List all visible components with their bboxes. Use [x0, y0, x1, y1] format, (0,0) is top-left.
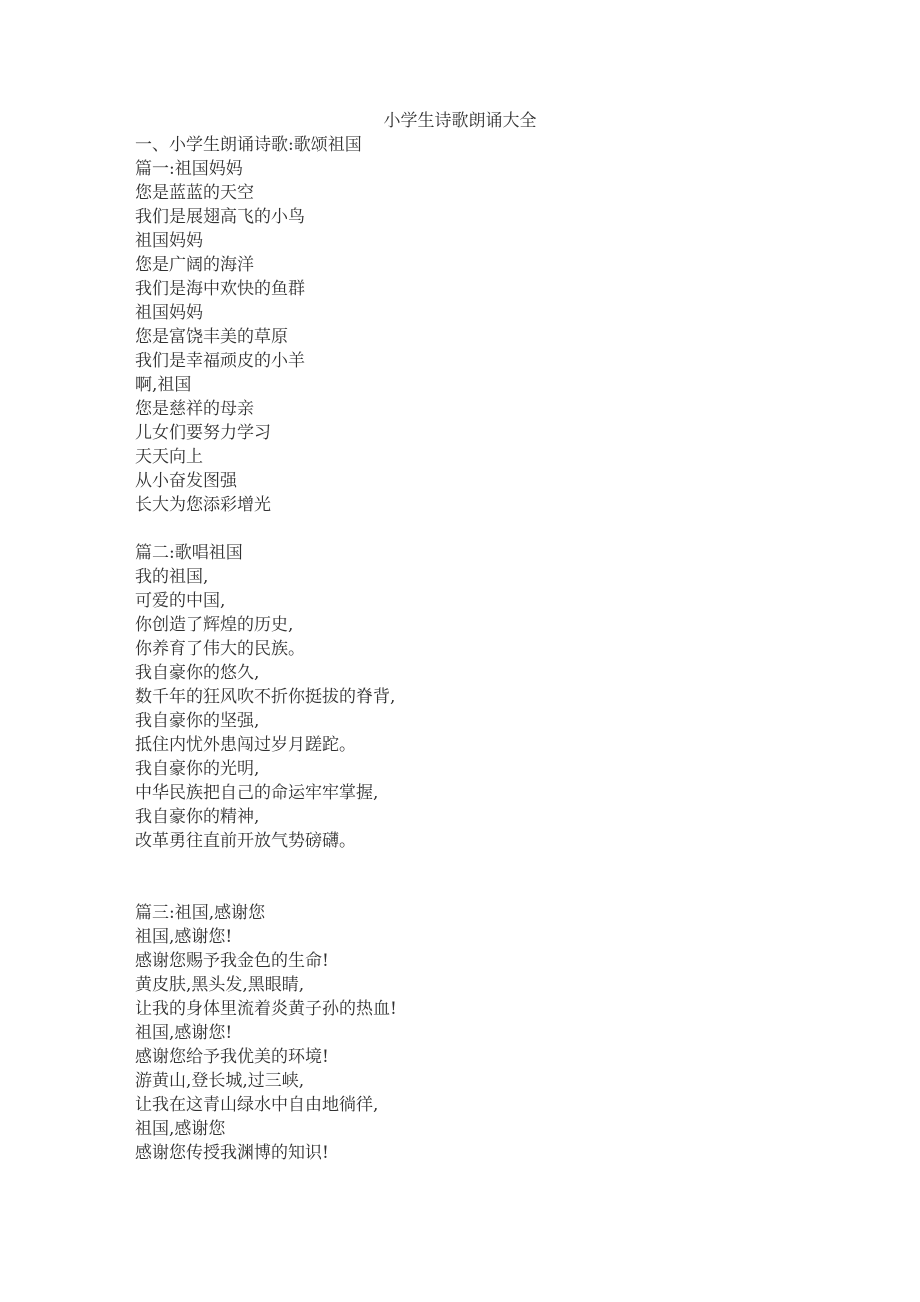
poem-line: 我们是展翅高飞的小鸟 — [135, 207, 305, 227]
section-heading: 一、小学生朗诵诗歌:歌颂祖国 — [135, 135, 362, 155]
poem-line: 儿女们要努力学习 — [135, 423, 271, 443]
poem-line: 您是慈祥的母亲 — [135, 399, 254, 419]
poem-line: 您是富饶丰美的草原 — [135, 327, 288, 347]
blank-line — [135, 877, 785, 901]
poem-line: 感谢您传授我渊博的知识! — [135, 1143, 329, 1163]
poem-line: 您是蓝蓝的天空 — [135, 183, 254, 203]
poem-line: 祖国,感谢您 — [135, 1119, 226, 1139]
poem-line: 让我的身体里流着炎黄子孙的热血! — [135, 999, 397, 1019]
poem-line: 我们是幸福顽皮的小羊 — [135, 351, 305, 371]
poem-line: 我们是海中欢快的鱼群 — [135, 279, 305, 299]
poem-line: 感谢您给予我优美的环境! — [135, 1047, 329, 1067]
poem-heading: 篇一:祖国妈妈 — [135, 159, 243, 179]
poem-line: 黄皮肤,黑头发,黑眼睛, — [135, 975, 305, 995]
poem-heading: 篇三:祖国,感谢您 — [135, 903, 266, 923]
poem-line: 游黄山,登长城,过三峡, — [135, 1071, 305, 1091]
poem-line: 祖国妈妈 — [135, 303, 203, 323]
poem-line: 长大为您添彩增光 — [135, 495, 271, 515]
poem-line: 天天向上 — [135, 447, 203, 467]
poems-container — [135, 157, 785, 1165]
poem-line: 你创造了辉煌的历史, — [135, 615, 294, 635]
poem-line: 您是广阔的海洋 — [135, 255, 254, 275]
poem-line: 祖国妈妈 — [135, 231, 203, 251]
poem-line: 我自豪你的坚强, — [135, 711, 260, 731]
poem-line: 我自豪你的精神, — [135, 807, 260, 827]
poem-line: 祖国,感谢您! — [135, 1023, 233, 1043]
poem-line: 让我在这青山绿水中自由地徜徉, — [135, 1095, 379, 1115]
poem-line: 感谢您赐予我金色的生命! — [135, 951, 329, 971]
poem-line: 我的祖国, — [135, 567, 209, 587]
document-title: 小学生诗歌朗诵大全 — [383, 111, 537, 131]
poem-line: 你养育了伟大的民族。 — [135, 639, 305, 659]
blank-line — [135, 517, 785, 541]
poem-line: 啊,祖国 — [135, 375, 192, 395]
poem-line: 我自豪你的悠久, — [135, 663, 260, 683]
blank-line — [135, 853, 785, 877]
poem-line: 祖国,感谢您! — [135, 927, 233, 947]
poem-line: 改革勇往直前开放气势磅礴。 — [135, 831, 356, 851]
poem-line: 数千年的狂风吹不折你挺拔的脊背, — [135, 687, 396, 707]
poem-line: 从小奋发图强 — [135, 471, 237, 491]
poem-line: 我自豪你的光明, — [135, 759, 260, 779]
poem-heading: 篇二:歌唱祖国 — [135, 543, 243, 563]
poem-line: 可爱的中国, — [135, 591, 226, 611]
document-content — [135, 109, 785, 1165]
poem-line: 抵住内忧外患闯过岁月蹉跎。 — [135, 735, 356, 755]
poem-line: 中华民族把自己的命运牢牢掌握, — [135, 783, 379, 803]
